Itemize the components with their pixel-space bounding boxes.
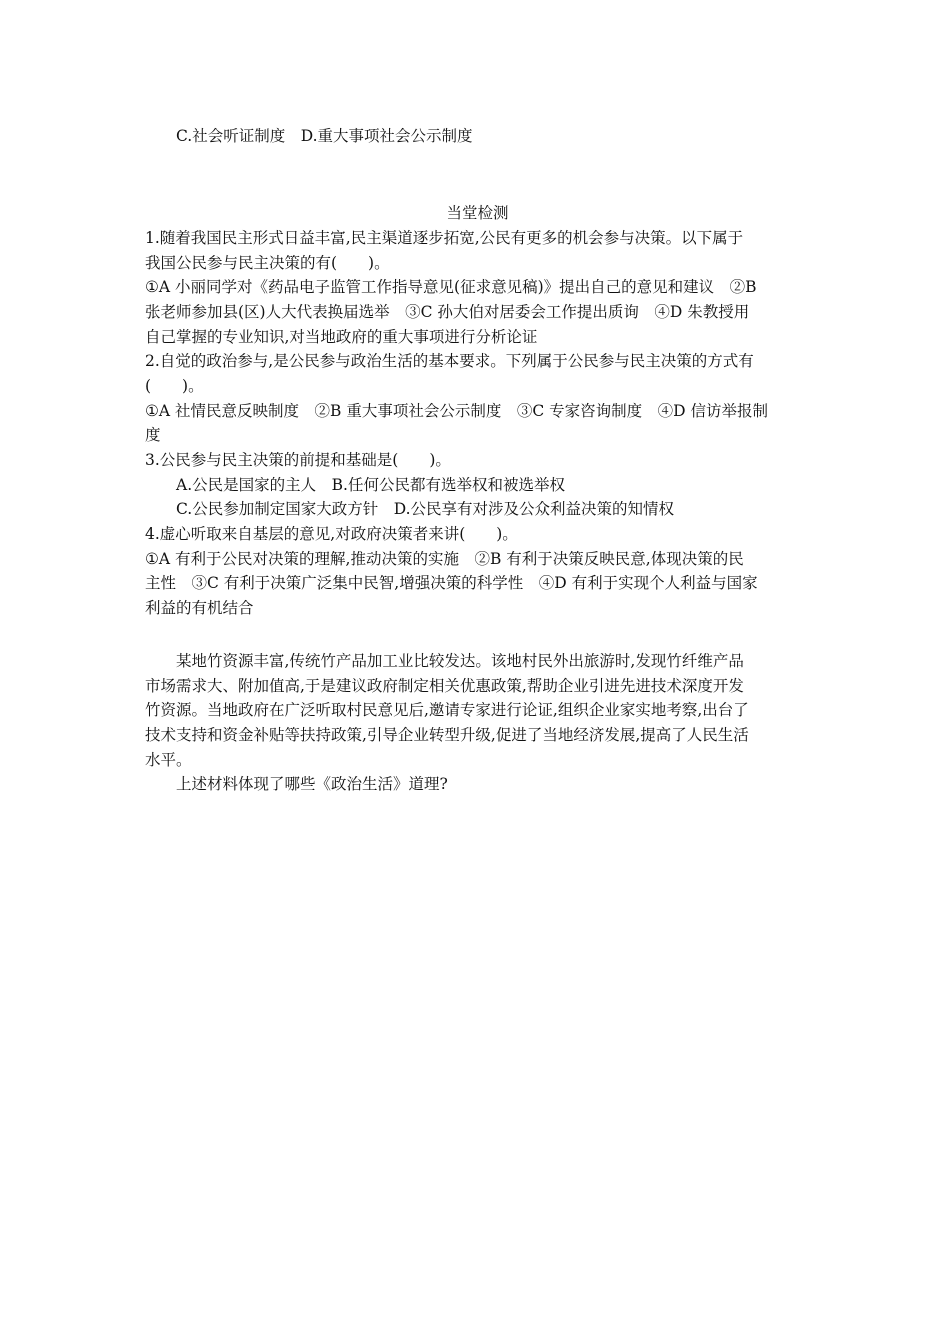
material-line5: 水平。 — [145, 751, 192, 769]
q3-options-ab: A.公民是国家的主人 B.任何公民都有选举权和被选举权 — [176, 476, 565, 494]
material-line4: 技术支持和资金补贴等扶持政策,引导企业转型升级,促进了当地经济发展,提高了人民生活 — [145, 726, 749, 744]
q4-stem: 4.虚心听取来自基层的意见,对政府决策者来讲( )。 — [145, 525, 518, 543]
material-line1: 某地竹资源丰富,传统竹产品加工业比较发达。该地村民外出旅游时,发现竹纤维产品 — [176, 652, 744, 670]
q1-stem-line1: 1.随着我国民主形式日益丰富,民主渠道逐步拓宽,公民有更多的机会参与决策。以下属于 — [145, 229, 744, 247]
q4-options-line1: ①A 有利于公民对决策的理解,推动决策的实施 ②B 有利于决策反映民意,体现决策的民 — [145, 550, 744, 568]
q1-options-line2: 张老师参加县(区)人大代表换届选举 ③C 孙大伯对居委会工作提出质询 ④D 朱教授用 — [145, 303, 750, 321]
q2-options-line1: ①A 社情民意反映制度 ②B 重大事项社会公示制度 ③C 专家咨询制度 ④D 信访举报制 — [145, 402, 768, 420]
q1-options-line1: ①A 小丽同学对《药品电子监管工作指导意见(征求意见稿)》提出自己的意见和建议 ②B — [145, 278, 757, 296]
material-line2: 市场需求大、附加值高,于是建议政府制定相关优惠政策,帮助企业引进先进技术深度开发 — [145, 677, 744, 695]
q3-stem: 3.公民参与民主决策的前提和基础是( )。 — [145, 451, 451, 469]
q1-options-line3: 自己掌握的专业知识,对当地政府的重大事项进行分析论证 — [145, 328, 538, 346]
q4-options-line3: 利益的有机结合 — [145, 599, 254, 617]
q1-stem-line2: 我国公民参与民主决策的有( )。 — [145, 254, 390, 272]
q2-stem-line2: ( )。 — [145, 377, 204, 395]
q4-options-line2: 主性 ③C 有利于决策广泛集中民智,增强决策的科学性 ④D 有利于实现个人利益与国家 — [145, 574, 758, 592]
material-question: 上述材料体现了哪些《政治生活》道理? — [176, 775, 448, 793]
material-line3: 竹资源。当地政府在广泛听取村民意见后,邀请专家进行论证,组织企业家实地考察,出台了 — [145, 701, 749, 719]
section-title: 当堂检测 — [446, 204, 509, 222]
q2-options-line2: 度 — [145, 426, 161, 444]
prior-question-options-cd: C.社会听证制度 D.重大事项社会公示制度 — [176, 127, 473, 145]
q3-options-cd: C.公民参加制定国家大政方针 D.公民享有对涉及公众利益决策的知情权 — [176, 500, 675, 518]
q2-stem-line1: 2.自觉的政治参与,是公民参与政治生活的基本要求。下列属于公民参与民主决策的方式有 — [145, 352, 754, 370]
